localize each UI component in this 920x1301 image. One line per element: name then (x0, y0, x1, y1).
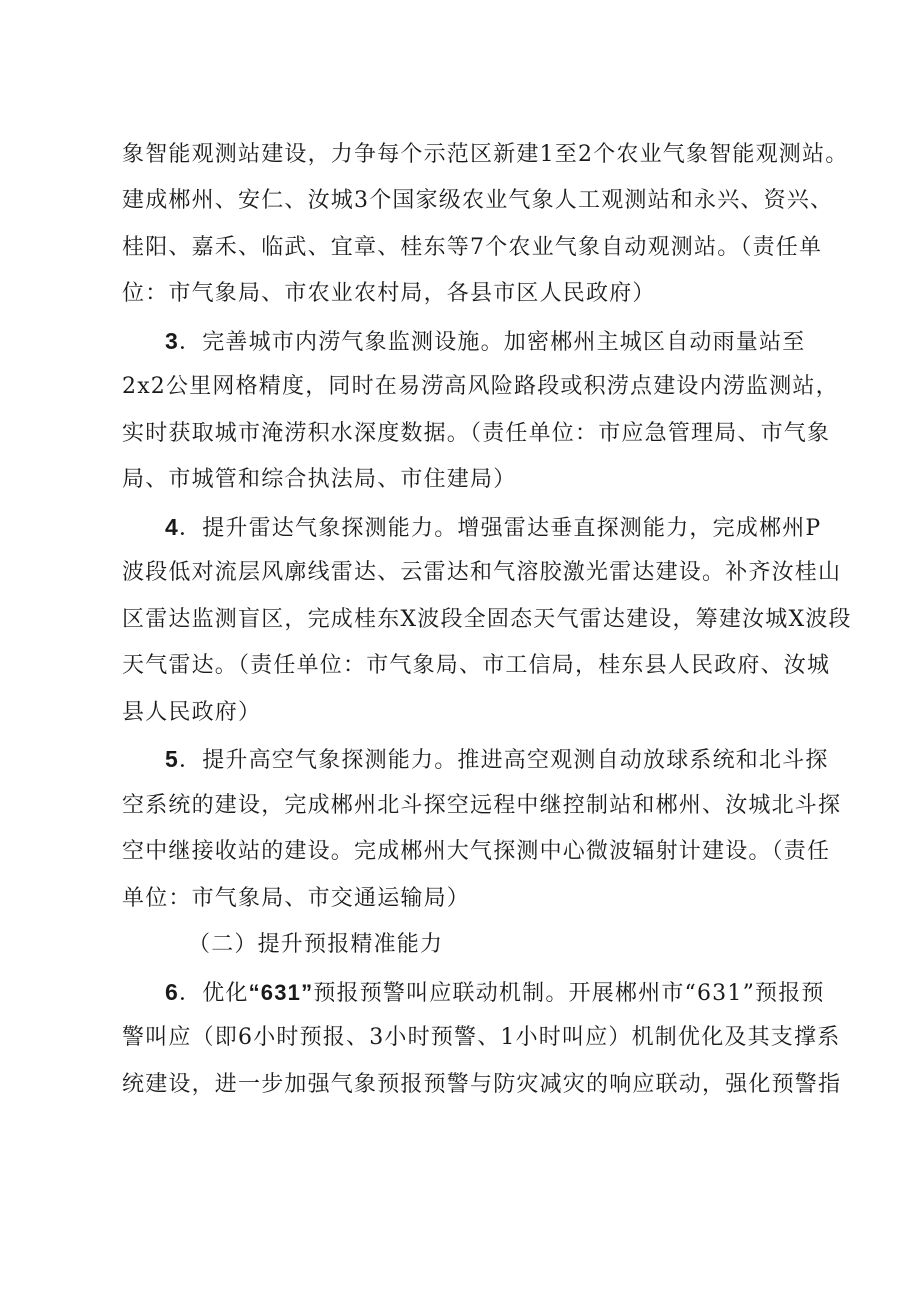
item-4-line-2: 波段低对流层风廓线雷达、云雷达和气溶胶激光雷达建设。补齐汝桂山 (122, 560, 842, 585)
item-5-number: 5 (165, 746, 179, 772)
item-4-heading: ．提升雷达气象探测能力。增强雷达垂直探测能力，完成郴州P (179, 516, 822, 541)
item-6-heading-rest: 预报预警叫应联动机制。开展郴州市“631”预报预 (313, 981, 825, 1006)
item-4-line-5: 县人民政府） (122, 700, 262, 725)
intro-line-4: 位：市气象局、市农业农村局，各县市区人民政府） (122, 281, 656, 306)
section-heading: （二）提升预报精准能力 (188, 932, 444, 957)
item-3-first-line (165, 326, 805, 358)
item-5-line-2: 空系统的建设，完成郴州北斗探空远程中继控制站和郴州、汝城北斗探 (122, 793, 842, 818)
item-4-line-4: 天气雷达。（责任单位：市气象局、市工信局，桂东县人民政府、汝城 (122, 653, 831, 678)
item-6-first-line (165, 977, 825, 1009)
item-6-number: 6 (165, 979, 179, 1005)
intro-line-1: 象智能观测站建设，力争每个示范区新建1至2个农业气象智能观测站。 (122, 142, 849, 167)
item-6-631-label: “631” (248, 980, 314, 1005)
item-5-line-4: 单位：市气象局、市交通运输局） (122, 886, 471, 911)
item-5-heading: ．提升高空气象探测能力。推进高空观测自动放球系统和北斗探 (179, 748, 829, 773)
item-3-number: 3 (165, 328, 179, 354)
item-6-heading-start: ．优化 (179, 981, 249, 1006)
intro-line-3: 桂阳、嘉禾、临武、宜章、桂东等7个农业气象自动观测站。（责任单 (122, 235, 823, 260)
item-4-number: 4 (165, 514, 179, 540)
item-3-line-4: 局、市城管和综合执法局、市住建局） (122, 467, 517, 492)
intro-line-2: 建成郴州、安仁、汝城3个国家级农业气象人工观测站和永兴、资兴、 (122, 188, 834, 213)
item-6-line-2: 警叫应（即6小时预报、3小时预警、1小时叫应）机制优化及其支撑系 (122, 1025, 841, 1050)
item-5-first-line (165, 744, 829, 776)
item-5-line-3: 空中继接收站的建设。完成郴州大气探测中心微波辐射计建设。（责任 (122, 839, 831, 864)
item-4-line-3: 区雷达监测盲区，完成桂东X波段全固态天气雷达建设，筹建汝城X波段 (122, 607, 852, 632)
item-3-line-2: 2x2公里网格精度，同时在易涝高风险路段或积涝点建设内涝监测站， (122, 374, 839, 399)
item-6-line-3: 统建设，进一步加强气象预报预警与防灾减灾的响应联动，强化预警指 (122, 1072, 842, 1097)
item-4-first-line (165, 512, 821, 544)
item-3-heading: ．完善城市内涝气象监测设施。加密郴州主城区自动雨量站至 (179, 330, 806, 355)
item-3-line-3: 实时获取城市淹涝积水深度数据。（责任单位：市应急管理局、市气象 (122, 421, 831, 446)
